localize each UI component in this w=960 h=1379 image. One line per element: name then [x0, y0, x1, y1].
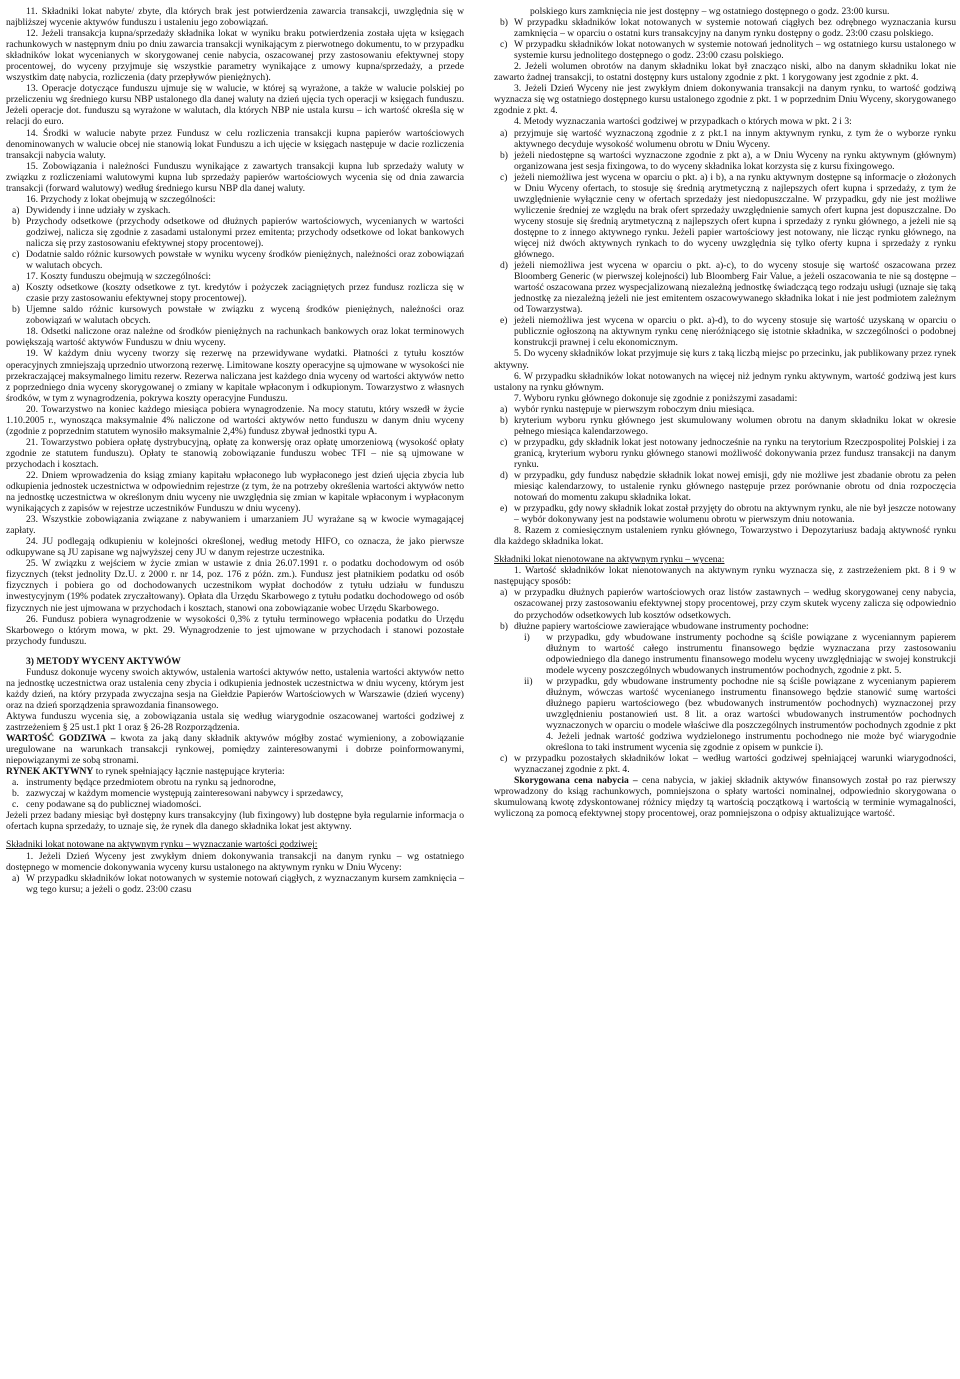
list-item [494, 415, 956, 437]
paragraph: 1. Jeżeli Dzień Wyceny jest zwykłym dniem dokonywania transakcji na danym rynku – wg ostatniego dostępnego w momencie dokonywania wyceny kursu ustalonego na aktywnym rynku w Dniu Wyceny: [6, 850, 464, 873]
list-item [494, 503, 956, 525]
list-item-text: w przypadku, gdy nowy składnik lokat został przyjęty do obrotu na aktywnym rynku, ale nie był jeszcze notowany – wybór dokonywany jest na podstawie wolumenu obrotu w pierwszym dniu notowania. [514, 503, 956, 526]
list-item [494, 172, 956, 260]
list-marker: c) [12, 249, 20, 261]
definition-text: to rynek spełniający łącznie następujące kryteria: [93, 766, 285, 778]
list-item-text: dłużne papiery wartościowe zawierające wbudowane instrumenty pochodne: [514, 620, 809, 632]
list-item-text: jeżeli niemożliwa jest wycena w oparciu o pkt. a)-c), to do wyceny stosuje się wartość oszacowana przez Bloomberg Generic (w pierwszej kolejności) lub Bloomberg Fair Value, a jeżeli oszacowania te nie są dostępne – wartość oszacowana przez wyspecjalizowaną niezależną jednostkę świadczącą tego rodzaju usługi (uznaje się taką jednostkę za niezależną jeżeli nie jest emitentem oszacowywanego składnika lokat i nie jest podmiotem zależnym od Towarzystwa). [514, 260, 956, 316]
list-item [494, 437, 956, 470]
list-item-text: kryterium wyboru rynku głównego jest skumulowany wolumen obrotu na danym składniku lokat w okresie pełnego miesiąca kalendarzowego. [514, 414, 956, 437]
list-item [494, 39, 956, 61]
list-item [494, 621, 956, 632]
list-item-text: Przychody odsetkowe (przychody odsetkowe od dłużnych papierów wartościowych, wycenianych w wartości godziwej, nalicza się zgodnie z zasadami ustalonymi przez emitenta; przychody odsetkowe od lokat bankowych nalicza się przy zastosowaniu efektywnej stopy procentowej). [26, 215, 464, 249]
list-item-text: ceny podawane są do publicznej wiadomości. [26, 799, 202, 811]
left-column [6, 6, 464, 895]
list-item-text: polskiego kurs zamknięcia nie jest dostępny – wg ostatniego dostępnego o godz. 23:00 kursu. [530, 6, 890, 17]
list-marker: c) [500, 753, 508, 765]
paragraph: 16. Przychody z lokat obejmują w szczególności: [26, 193, 216, 205]
list-item [494, 676, 956, 753]
list-item [494, 753, 956, 775]
definition-paragraph [494, 775, 956, 819]
list-item [6, 205, 464, 216]
paragraph: 24. JU podlegają odkupieniu w kolejności określonej, według metody HIFO, co oznacza, że jako pierwsze odkupywane są JU zapisane wg najwyższej ceny JU w danym rejestrze uczestnika. [6, 536, 464, 559]
paragraph: 2. Jeżeli wolumen obrotów na danym składniku lokat był znacząco niski, albo na danym składniku lokat nie zawarto żadnej transakcji, to ostatni dostępny kurs ustalony zgodnie z pkt. 1 korygowany jest zgodnie z pkt. 4. [494, 61, 956, 84]
list-marker: b) [500, 620, 508, 632]
paragraph: 22. Dniem wprowadzenia do ksiąg zmiany kapitału wpłaconego lub wypłaconego jest dzień ujęcia zbycia lub odkupienia jednostek uczestnictwa w odpowiednim rejestrze (z tym, że na potrzeby określenia wartości aktywów netto na jednostkę uczestnictwa w określonym dniu wyceny nie uwzględnia się zmian w kapitale wpłaconym i wypłaconym wynikających z zapisów w rejestrze uczestników Funduszu w dniu wyceny). [6, 469, 464, 515]
paragraph: 12. Jeżeli transakcja kupna/sprzedaży składnika lokat w wyniku braku potwierdzenia została ujęta w księgach rachunkowych w następnym dniu po dniu zawarcia transakcji wynikającym z pierwotnego dokumentu, to w przypadku składników lokat wycenianych w skorygowanej cenie nabycia, oszacowanej przy zastosowaniu efektywnej stopy procentowej, do wyceny przyjmuje się wszystkie parametry wynikające z umowy kupna/sprzedaży, a przede wszystkim datę nabycia, rozliczenia (daty przepływów pieniężnych). [6, 28, 464, 84]
list-item-text: instrumenty będące przedmiotem obrotu na rynku są jednorodne, [26, 777, 276, 789]
list-item-text: zazwyczaj w każdym momencie występują zainteresowani nabywcy i sprzedawcy, [26, 788, 344, 800]
paragraph: 18. Odsetki naliczone oraz należne od środków pieniężnych na rachunkach bankowych oraz lokat terminowych powiększają wartość aktywów Funduszu w dniu wyceny. [6, 326, 464, 349]
list-item-text: wybór rynku następuje w pierwszym roboczym dniu miesiąca. [514, 403, 755, 415]
list-marker: b. [12, 788, 20, 800]
list-item [494, 315, 956, 348]
defined-term: RYNEK AKTYWNY [6, 766, 94, 778]
list-item [6, 282, 464, 304]
list-marker: d) [500, 469, 508, 481]
list-item [494, 150, 956, 172]
paragraph: 23. Wszystkie zobowiązania związane z nabywaniem i umarzaniem JU wyrażane są w kwocie wymagającej zapłaty. [6, 514, 464, 537]
list-marker: d) [500, 260, 508, 272]
list-item [494, 404, 956, 415]
list-marker: a. [12, 777, 19, 789]
list-marker: b) [500, 149, 508, 161]
spacer [6, 832, 464, 839]
list-item-text: w przypadku, gdy fundusz nabędzie składnik lokat nowej emisji, gdy nie możliwe jest zbadanie obrotu za pełen miesiąc kalendarzowy, to ustalenie rynku głównego następuje przez porównanie obrotu od dnia rozpoczęcia notowań do momentu zakupu składnika lokat. [514, 469, 956, 504]
section-subheading: Składniki lokat notowane na aktywnym rynku – wyznaczanie wartości godziwej: [6, 839, 318, 851]
paragraph: 4. Metody wyznaczania wartości godziwej w przypadkach o których mowa w pkt. 2 i 3: [514, 116, 852, 128]
paragraph: 21. Towarzystwo pobiera opłatę dystrybucyjną, opłatę za konwersję oraz opłatę umorzeniową (wysokość opłaty zgodnie ze statutem funduszu). Opłaty te stanowią zobowiązanie funduszu wobec TFI – nie są ujmowane w przychodach i kosztach. [6, 436, 464, 470]
list-marker: c) [500, 39, 508, 51]
list-item [6, 799, 464, 810]
list-marker: b) [12, 304, 20, 316]
list-item-text: jeżeli niemożliwa jest wycena w oparciu o pkt. a)-d), to do wyceny stosuje się wartość uzyskaną w oparciu o publicznie ogłoszoną na aktywnym rynku cenę nieróżniącego się istotnie składnika, w szczególności o podobnej konstrukcji prawnej i celu ekonomicznym. [514, 315, 956, 349]
list-item-text: jeżeli niedostępne są wartości wyznaczone zgodnie z pkt a), a w Dniu Wyceny na rynku aktywnym (głównym) organizowana jest sesja fixingowa, to do wyceny składnika lokat korzysta się z kursu fixingowego. [514, 149, 956, 172]
paragraph: 3. Jeżeli Dzień Wyceny nie jest zwykłym dniem dokonywania transakcji na danym rynku, to wartość godziwą wyznacza się wg ostatniego dostępnego kursu ustalonego zgodnie z pkt. 1 w poprzednim Dniu Wyceny, skorygowanego zgodnie z pkt. 4. [494, 83, 956, 117]
right-column [494, 6, 956, 819]
list-item-text: przyjmuje się wartość wyznaczoną zgodnie z z pkt.1 na innym aktywnym rynku, z tym że o wyborze rynku aktywnego decyduje wysokość wolumenu obrotu w Dniu Wyceny. [514, 127, 956, 150]
paragraph: 15. Zobowiązania i należności Funduszu wynikające z zawartych transakcji kupna lub sprzedaży waluty w związku z rozliczeniami walutowymi kupna lub sprzedaży papierów wartościowych wycenia się od dnia zawarcia transakcji (forward walutowy) według średniego kursu NBP dla danej waluty. [6, 160, 464, 194]
list-item-text: w przypadku, gdy składnik lokat jest notowany jednocześnie na rynku na terytorium Rzeczpospolitej Polskiej i za granicą, kryterium wyboru rynku głównego stanowi możliwość dokonywania przez fundusz transakcji na danym rynku. [514, 436, 956, 470]
list-item [494, 17, 956, 39]
list-item-text: W przypadku składników lokat notowanych w systemie notowań ciągłych bez odrębnego wyznaczania kursu zamknięcia – w oparciu o ostatni kurs transakcyjny na danym rynku dostępny o godz. 23:00 czasu polskiego. [514, 17, 956, 40]
paragraph: 26. Fundusz pobiera wynagrodzenie w wysokości 0,3% z tytułu terminowego wpłacenia podatku do Urzędu Skarbowego o którym mowa, w pkt. 29. Wynagrodzenie to jest ujmowane w przychodach i stanowi pozostałe przychody funduszu. [6, 613, 464, 647]
list-marker: c) [500, 171, 508, 183]
list-item-text: w przypadku, gdy wbudowane instrumenty pochodne nie są ściśle powiązane z wycenianym papierem dłużnym, wówczas wartość wycenianego instrumentu finansowego będzie stanowić sumę wartości dłużnego papieru wartościowego (bez wbudowanych instrumentów pochodnych) wyznaczonej przy uwzględnieniu postanowień ust. 8 lit. a oraz wartości wbudowanych instrumentów pochodnych wyznaczonych w oparciu o modele właściwe dla poszczególnych instrumentów pochodnych zgodnie z pkt 4. Jeżeli jednak wartość godziwa wydzielonego instrumentu pochodnego nie może być wiarygodnie określona to taki instrument wycenia się zgodnie z opisem w punkcie i). [546, 675, 956, 754]
paragraph: 25. W związku z wejściem w życie zmian w ustawie z dnia 26.07.1991 r. o podatku dochodowym od osób fizycznych (tekst jednolity Dz.U. z 2000 r. nr 14, poz. 176 z późn. zm.). Fundusz jest płatnikiem podatku od osób fizycznych i pobiera go od dochodowanych uczestnikom wypłat dochodów z tytułu udziału w funduszu inwestycyjnym (19% podatek zryczałtowany). Opłata dla Urzędu Skarbowego z tytułu podatku dochodowego od osób fizycznych nie jest ujmowana w przychodach i kosztach, stanowi ona zobowiązanie wobec Urzędu Skarbowego. [6, 558, 464, 614]
paragraph: 1. Wartość składników lokat nienotowanych na aktywnym rynku wyznacza się, z zastrzeżeniem pkt. 8 i 9 w następujący sposób: [494, 565, 956, 588]
list-item [6, 788, 464, 799]
section-heading: 3) METODY WYCENY AKTYWÓW [26, 655, 181, 667]
definition-text: cena nabycia, w jakiej składnik aktywów finansowych został po raz pierwszy wprowadzony do ksiąg rachunkowych, pomniejszona o spłaty wartości nominalnej, odpowiednio skorygowana o skumulowaną kwotę zdyskontowanej różnicy między tą wartością początkową i wartością w terminie wymagalności, wyliczoną za pomocą efektywnej stopy procentowej, oraz pomniejszona o odpisy aktualizujące wartość. [494, 775, 956, 820]
list-marker: a) [500, 127, 508, 139]
list-item [6, 249, 464, 271]
list-item-text: Dywidendy i inne udziały w zyskach. [26, 204, 171, 216]
paragraph: 20. Towarzystwo na koniec każdego miesiąca pobiera wynagrodzenie. Na mocy statutu, który wszedł w życie 1.10.2005 r., wynosząca maksymalnie 4% naliczone od wartości aktywów netto funduszu w danym dniu wyceny (zgodnie z poprzednim statutem wynosiło maksymalnie 2,4%) fundusz zbywał jednostki typu A. [6, 403, 464, 437]
list-marker: i) [524, 631, 530, 643]
list-marker: a) [12, 204, 20, 216]
list-item [6, 873, 464, 895]
definition-paragraph [6, 766, 464, 777]
defined-term: WARTOŚĆ GODZIWA – [6, 733, 116, 745]
paragraph: 7. Wyboru rynku głównego dokonuje się zgodnie z poniższymi zasadami: [514, 392, 798, 404]
list-item [6, 777, 464, 788]
list-marker: a) [500, 587, 508, 599]
definition-text: kwota za jaką dany składnik aktywów mógłby zostać wymieniony, a zobowiązanie uregulowane na warunkach transakcji rynkowej, pomiędzy zainteresowanymi i dobrze poinformowanymi, niepowiązanymi ze sobą stronami. [6, 733, 464, 767]
list-item-text: w przypadku dłużnych papierów wartościowych oraz listów zastawnych – według skorygowanej ceny nabycia, oszacowanej przy zastosowaniu efektywnej stopy procentowej, przy czym skutek wyceny zalicza się odpowiednio do przychodów odsetkowych lub kosztów odsetkowych. [514, 587, 956, 621]
definition-paragraph [6, 733, 464, 766]
list-marker: e) [500, 503, 508, 515]
spacer [494, 547, 956, 554]
paragraph: 14. Środki w walucie nabyte przez Fundusz w celu rozliczenia transakcji kupna papierów wartościowych denominowanych w walucie obcej nie stanowią lokat Funduszu a ich ujęcie w księgach następuje w dacie rozliczenia transakcji nabycia waluty. [6, 127, 464, 161]
list-item [494, 260, 956, 315]
list-item-text: W przypadku składników lokat notowanych w systemie notowań jednolitych – wg ostatniego kursu ustalonego w systemie kursu jednolitego dostępnego o godz. 23:00 czasu polskiego. [514, 39, 956, 62]
paragraph: 6. W przypadku składników lokat notowanych na więcej niż jednym rynku aktywnym, wartość godziwą jest kurs ustalony na rynku głównym. [494, 370, 956, 393]
list-marker: b) [12, 215, 20, 227]
paragraph: 17. Koszty funduszu obejmują w szczególności: [26, 271, 211, 283]
list-item [494, 632, 956, 676]
list-item [494, 128, 956, 150]
list-item-text: w przypadku, gdy wbudowane instrumenty pochodne są ściśle powiązane z wyceniannym papierem dłużnym to wartość całego instrumentu finansowego będzie wyznaczana przy zastosowaniu odpowiedniego dla danego instrumentu finansowego modelu wyceny uwzględniając w swojej konstrukcji modele wyceny poszczególnych wbudowanych instrumentów pochodnych, zgodnie z pkt. 5. [546, 631, 956, 676]
list-marker: e) [500, 315, 508, 327]
list-item-text: Ujemne saldo różnic kursowych powstałe w związku z wyceną środków pieniężnych, należności oraz zobowiązań w walutach obcych. [26, 304, 464, 327]
list-item [494, 587, 956, 620]
paragraph: 13. Operacje dotyczące funduszu ujmuje się w walucie, w której są wyrażone, a także w walucie polskiej po przeliczeniu wg średniego kursu NBP ustalonego dla danej waluty na dzień ujęcia tych operacji w księgach funduszu. Jeżeli operacje dot. funduszu są wyrażone w walutach, dla których NBP nie ustala kursu – ich wartość określa się w relacji do euro. [6, 83, 464, 128]
list-item [494, 470, 956, 503]
list-item-text: jeżeli niemożliwa jest wycena w oparciu o pkt. a) i b), a na rynku aktywnym dostępne są informacje o złożonych w Dniu Wyceny ofertach, to stosuje się średnią arytmetyczną z najlepszych ofert kupna i sprzedaży, z tym że uwzględnienie wyłącznie ceny w ofertach sprzedaży jest niedopuszczalne. W przypadku, gdy nie jest możliwe wyliczenie średniej ze względu na brak ofert sprzedaży uwzględnienie samych ofert kupna jest dopuszczalne. Do wyceny stosuje się średnią arytmetyczną z najlepszych ofert kupna i sprzedaży z rynku głównego, a jeżeli nie są dostępne to z innego aktywnego rynku. Jeżeli papier wartościowy jest notowany, nie licząc rynku głównego, na więcej niż dwóch aktywnych rynkach to do wyceny uwzględnia się tylko oferty kupna i sprzedaży z rynku głównego. [514, 171, 956, 261]
list-item-text: W przypadku składników lokat notowanych w systemie notowań ciągłych, z wyznaczanym kursem zamknięcia – wg tego kursu; a jeżeli o godz. 23:00 czasu [26, 872, 464, 895]
list-item [494, 6, 956, 17]
list-item [6, 304, 464, 326]
paragraph: Aktywa funduszu wycenia się, a zobowiązania ustala się według wiarygodnie oszacowanej wartości godziwej z zastrzeżeniem § 25 ust.1 pkt 1 oraz § 26-28 Rozporządzenia. [6, 710, 464, 733]
paragraph: 5. Do wyceny składników lokat przyjmuje się kurs z taką liczbą miejsc po przecinku, jak publikowany przez rynek aktywny. [494, 348, 956, 371]
list-marker: a) [500, 403, 508, 415]
list-item-text: Dodatnie saldo różnic kursowych powstałe w wyniku wyceny środków pieniężnych, należności oraz zobowiązań w walutach obcych. [26, 249, 464, 272]
list-marker: c. [12, 799, 19, 811]
list-marker: b) [500, 17, 508, 29]
paragraph: Jeżeli przez badany miesiąc był dostępny kurs transakcyjny (lub fixingowy) lub dostępne była regularnie informacja o ofertach kupna sprzedaży, to uznaje się, że rynek dla danego składnika lokat jest aktywny. [6, 810, 464, 833]
list-marker: ii) [524, 675, 533, 687]
list-item-text: w przypadku pozostałych składników lokat – według wartości godziwej spełniającej warunki wiarygodności, wyznaczanej zgodnie z pkt. 4. [514, 753, 956, 776]
list-marker: c) [500, 436, 508, 448]
paragraph: 8. Razem z comiesięcznym ustaleniem rynku głównego, Towarzystwo i Depozytariusz badają aktywność rynku dla każdego składnika lokat. [494, 525, 956, 548]
paragraph: 11. Składniki lokat nabyte/ zbyte, dla których brak jest potwierdzenia zawarcia transakcji, uwzględnia się w najbliższej wycenie aktywów funduszu i ustaleniu jego zobowiązań. [6, 6, 464, 29]
list-marker: a) [12, 282, 20, 294]
list-item [6, 216, 464, 249]
list-marker: b) [500, 414, 508, 426]
paragraph: Fundusz dokonuje wyceny swoich aktywów, ustalenia wartości aktywów netto, ustalenia wartości aktywów netto na jednostkę uczestnictwa oraz ustalenia ceny zbycia i odkupienia jednostek uczestnictwa w dniu wyceny, którym jest każdy dzień, na który przypada zwyczajna sesja na Giełdzie Papierów Wartościowych w Warszawie (dzień wyceny) oraz na dzień sporządzenia sprawozdania finansowego. [6, 666, 464, 711]
list-item-text: Koszty odsetkowe (koszty odsetkowe z tyt. kredytów i pożyczek zaciągniętych przez fundusz rozlicza się w czasie przy zastosowaniu efektywnej stopy procentowej). [26, 282, 464, 305]
list-marker: a) [12, 872, 20, 884]
section-subheading: Składniki lokat nienotowane na aktywnym rynku – wycena: [494, 554, 725, 566]
defined-term: Skorygowana cena nabycia – [514, 775, 638, 787]
paragraph: 19. W każdym dniu wyceny tworzy się rezerwę na przewidywane wydatki. Płatności z tytułu kosztów operacyjnych zmniejszają uprzednio utworzoną rezerwę. Limitowane koszty operacyjne są ujmowane w wysokości nie przekraczającej maksymalnego limitu rezerw. Rezerwa naliczana jest każdego dnia wyceny od wartości aktywów netto z poprzedniego dnia wyceny skorygowanej o zmiany w kapitale wpłaconym i odkupionym. Towarzystwo z własnych środków, w tym z wynagrodzenia, pokrywa koszty operacyjne Funduszu. [6, 348, 464, 404]
